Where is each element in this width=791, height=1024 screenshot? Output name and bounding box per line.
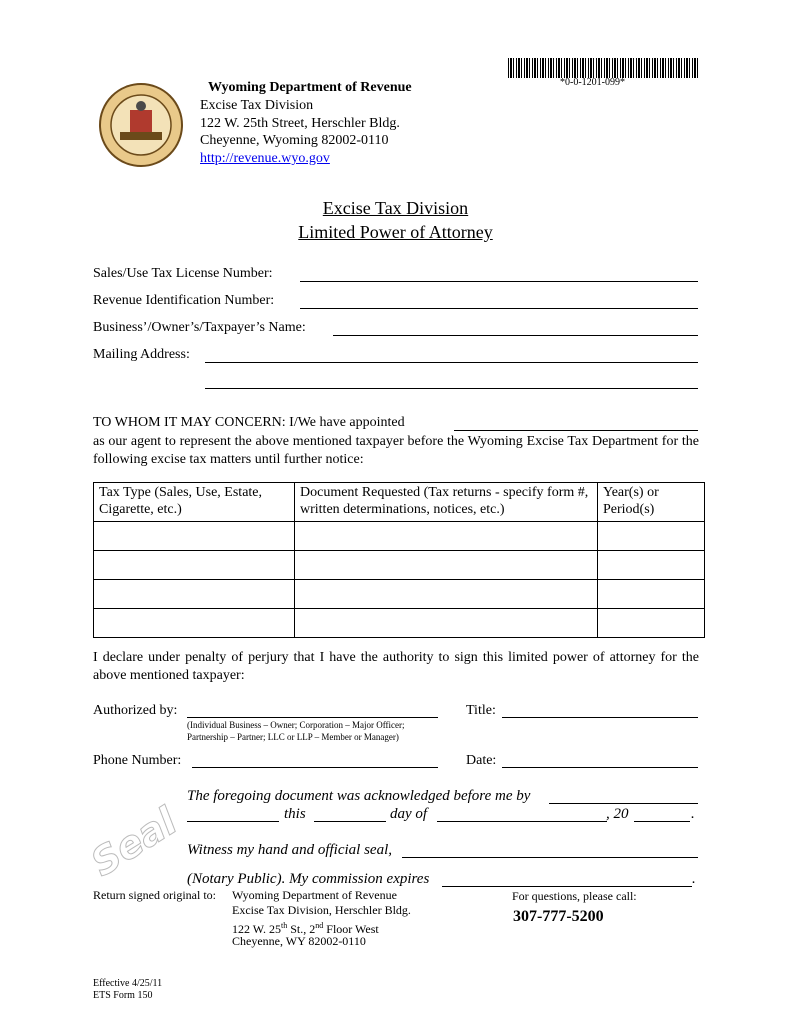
- phone-number-field[interactable]: [192, 767, 438, 768]
- notary-commission-text: (Notary Public). My commission expires: [187, 871, 430, 887]
- authorized-by-label: Authorized by:: [93, 703, 178, 718]
- revenue-id-label: Revenue Identification Number:: [93, 293, 275, 308]
- notary-commission-field[interactable]: [442, 886, 692, 887]
- form-title-division: Excise Tax Division: [322, 198, 469, 218]
- revenue-id-field[interactable]: [300, 308, 698, 309]
- notary-year-prefix: , 20: [606, 806, 629, 822]
- tax-matters-table: [93, 482, 705, 638]
- notary-commission-period: .: [692, 871, 696, 887]
- mailing-address-label: Mailing Address:: [93, 347, 190, 362]
- phone-number-label: Phone Number:: [93, 753, 182, 768]
- table-row: [94, 580, 705, 609]
- authorized-by-note-2: Partnership – Partner; LLC or LLP – Member or Manager): [187, 732, 399, 742]
- table-cell[interactable]: [598, 522, 705, 551]
- return-line-4: Cheyenne, WY 82002-0110: [232, 934, 366, 948]
- agency-website-link[interactable]: http://revenue.wyo.gov: [200, 151, 330, 166]
- taxpayer-name-label: Business’/Owner’s/Taxpayer’s Name:: [93, 320, 306, 335]
- table-cell[interactable]: [598, 580, 705, 609]
- return-line-2: Excise Tax Division, Herschler Bldg.: [232, 903, 411, 917]
- notary-year-field[interactable]: [634, 821, 690, 822]
- date-field[interactable]: [502, 767, 698, 768]
- notary-by-field[interactable]: [549, 803, 698, 804]
- return-line-3: 122 W. 25th St., 2nd Floor West: [232, 921, 379, 936]
- table-cell[interactable]: [94, 522, 295, 551]
- authorized-by-note-1: (Individual Business – Owner; Corporation – Major Officer;: [187, 720, 405, 730]
- state-seal-icon: [98, 82, 184, 168]
- agency-city: Cheyenne, Wyoming 82002-0110: [200, 133, 389, 148]
- header-tax-type: Tax Type (Sales, Use, Estate, Cigarette, etc.): [94, 483, 295, 522]
- footer-form-number: ETS Form 150: [93, 990, 153, 1001]
- notary-day-of-text: day of: [390, 806, 428, 822]
- return-label: Return signed original to:: [93, 888, 216, 902]
- title-field[interactable]: [502, 717, 698, 718]
- header-document-requested: Document Requested (Tax returns - specify form #, written determinations, notices, etc.): [295, 483, 598, 522]
- table-cell[interactable]: [94, 580, 295, 609]
- header-years: Year(s) or Period(s): [598, 483, 705, 522]
- license-number-field[interactable]: [300, 281, 698, 282]
- barcode: [508, 58, 698, 78]
- license-number-label: Sales/Use Tax License Number:: [93, 266, 273, 281]
- table-row: [94, 551, 705, 580]
- concern-lead: TO WHOM IT MAY CONCERN: I/We have appointed: [93, 415, 405, 430]
- authorized-by-field[interactable]: [187, 717, 438, 718]
- table-cell[interactable]: [94, 551, 295, 580]
- agency-street: 122 W. 25th Street, Herschler Bldg.: [200, 116, 400, 131]
- table-cell[interactable]: [295, 551, 598, 580]
- table-cell[interactable]: [598, 551, 705, 580]
- table-cell[interactable]: [598, 609, 705, 638]
- barcode-text: *0-0-1201-099*: [560, 77, 625, 88]
- notary-period: .: [691, 806, 695, 822]
- agent-name-field[interactable]: [454, 430, 698, 431]
- notary-ordinal-field[interactable]: [314, 821, 386, 822]
- notary-acknowledged-text: The foregoing document was acknowledged before me by: [187, 788, 531, 804]
- notary-witness-text: Witness my hand and official seal,: [187, 842, 392, 858]
- table-cell[interactable]: [295, 609, 598, 638]
- notary-month-field[interactable]: [437, 821, 607, 822]
- questions-phone: 307-777-5200: [513, 908, 604, 925]
- mailing-address-field-1[interactable]: [205, 362, 698, 363]
- table-cell[interactable]: [295, 580, 598, 609]
- title-label: Title:: [466, 703, 496, 718]
- footer-effective-date: Effective 4/25/11: [93, 978, 163, 989]
- agency-name: Wyoming Department of Revenue: [208, 80, 412, 95]
- table-row: [94, 522, 705, 551]
- declaration-text: I declare under penalty of perjury that I have the authority to sign this limited power of attorney for the above mentioned taxpayer:: [93, 650, 699, 683]
- return-line-1: Wyoming Department of Revenue: [232, 888, 397, 902]
- table-cell[interactable]: [94, 609, 295, 638]
- notary-day-field[interactable]: [187, 821, 279, 822]
- notary-this-text: this: [284, 806, 306, 822]
- concern-body: as our agent to represent the above mentioned taxpayer before the Wyoming Excise Tax Department for the following excise tax matters until further notice:: [93, 434, 699, 467]
- agency-division: Excise Tax Division: [200, 98, 314, 113]
- seal-watermark: Seal: [83, 799, 185, 885]
- table-cell[interactable]: [295, 522, 598, 551]
- questions-label: For questions, please call:: [512, 889, 637, 903]
- notary-signature-field[interactable]: [402, 857, 698, 858]
- table-header-row: [94, 483, 705, 522]
- date-label: Date:: [466, 753, 497, 768]
- mailing-address-field-2[interactable]: [205, 388, 698, 389]
- form-title: Limited Power of Attorney: [298, 222, 493, 242]
- table-row: [94, 609, 705, 638]
- taxpayer-name-field[interactable]: [333, 335, 698, 336]
